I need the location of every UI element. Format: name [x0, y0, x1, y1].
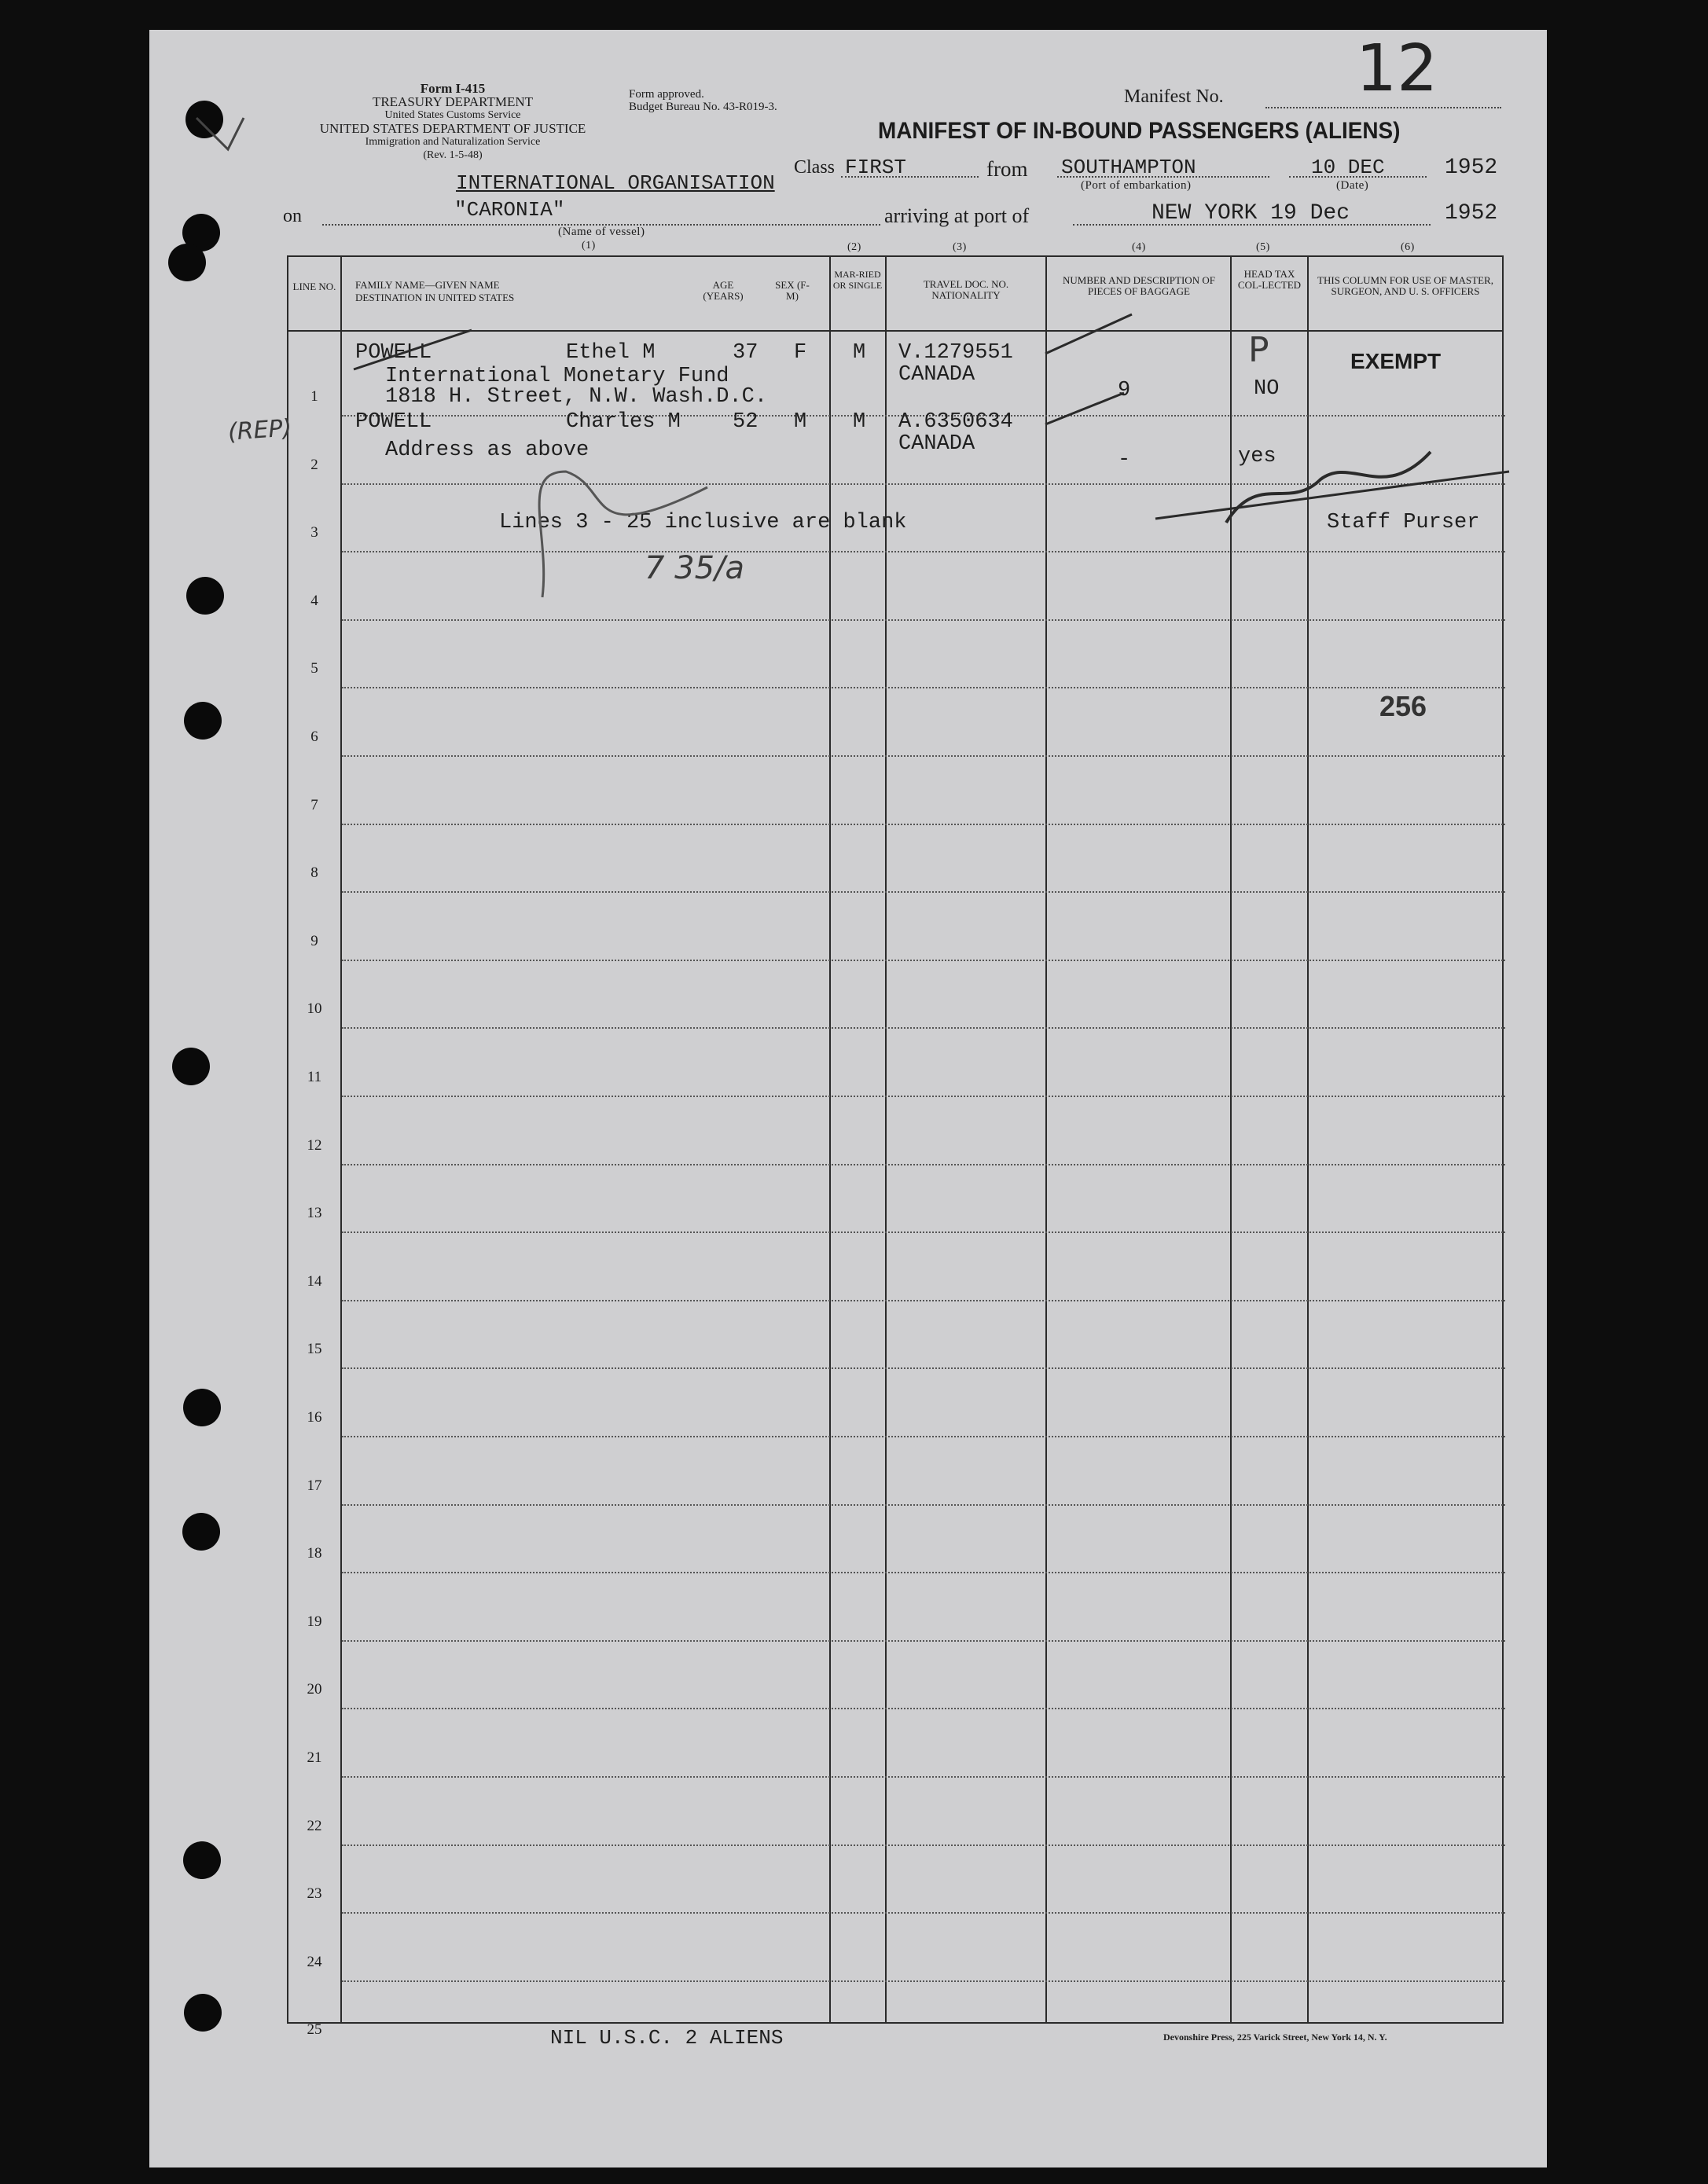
- footer-summary: NIL U.S.C. 2 ALIENS: [550, 2026, 784, 2050]
- staff-purser-label: Staff Purser: [1327, 511, 1480, 534]
- column-5-number: (5): [1256, 241, 1270, 253]
- row-number: 12: [307, 1136, 322, 1154]
- row-number: 22: [307, 1817, 322, 1834]
- row-number: 10: [307, 1000, 322, 1018]
- manifest-no-value: 12: [1356, 31, 1438, 106]
- passenger-1-destination-1: International Monetary Fund: [385, 365, 729, 388]
- port-of-embarkation: SOUTHAMPTON: [1061, 156, 1196, 179]
- row-number: 4: [310, 592, 318, 609]
- header-age: AGE (YEARS): [703, 279, 744, 302]
- column-3-number: (3): [953, 241, 967, 253]
- column-2-number: (2): [847, 241, 861, 253]
- class-value: FIRST: [845, 156, 907, 179]
- row-number: 8: [310, 864, 318, 882]
- row-number: 15: [307, 1341, 322, 1358]
- row-number: 3: [310, 524, 318, 541]
- on-label: on: [283, 206, 302, 226]
- header-married: MAR-RIED OR SINGLE: [832, 269, 883, 291]
- row-number: 6: [310, 729, 318, 745]
- passenger-2-married: M: [853, 410, 866, 434]
- form-number: Form I-415: [420, 81, 486, 96]
- passenger-1-baggage: 9: [1118, 379, 1131, 402]
- passenger-2-sex: M: [794, 410, 807, 434]
- row-number: 13: [307, 1205, 322, 1222]
- class-label: Class: [794, 157, 836, 178]
- year-2: 1952: [1445, 201, 1498, 226]
- date-caption: (Date): [1336, 179, 1369, 192]
- printer-credit: Devonshire Press, 225 Varick Street, New York 14, N. Y.: [1163, 2032, 1387, 2043]
- row-number: 18: [307, 1545, 322, 1562]
- row-number: 7: [310, 796, 318, 813]
- header-family-name: FAMILY NAME—GIVEN NAME: [355, 279, 500, 291]
- embark-date: 10 DEC: [1311, 156, 1385, 179]
- passenger-1-age: 37: [733, 341, 758, 365]
- header-head-tax: HEAD TAX COL-LECTED: [1237, 268, 1302, 291]
- passenger-1-given: Ethel M: [566, 341, 656, 365]
- stamp-number: 256: [1379, 690, 1427, 722]
- vessel-caption: (Name of vessel): [558, 226, 645, 238]
- passenger-2-nationality: CANADA: [898, 432, 975, 456]
- approval-label: Form approved.: [629, 88, 704, 101]
- customs-label: United States Customs Service: [384, 109, 521, 121]
- justice-label: UNITED STATES DEPARTMENT OF JUSTICE: [319, 121, 586, 136]
- from-label: from: [986, 157, 1028, 181]
- row-number: 20: [307, 1681, 322, 1698]
- passenger-2-given: Charles M: [566, 410, 681, 434]
- row-number: 9: [310, 932, 318, 949]
- manifest-no-label: Manifest No.: [1124, 86, 1224, 107]
- passenger-1-nationality: CANADA: [898, 363, 975, 387]
- passenger-1-officer-note: EXEMPT: [1350, 349, 1442, 373]
- arrival-port-date: NEW YORK 19 Dec: [1152, 201, 1350, 226]
- row-number: 23: [307, 1885, 322, 1903]
- immigration-label: Immigration and Naturalization Service: [365, 136, 541, 148]
- row-number: 17: [307, 1477, 322, 1494]
- passenger-2-family: POWELL: [355, 410, 432, 434]
- passenger-2-destination: Address as above: [385, 439, 590, 462]
- header-sex: SEX (F-M): [775, 279, 810, 302]
- row-number: 11: [307, 1069, 322, 1085]
- header-travel-doc: TRAVEL DOC. NO. NATIONALITY: [923, 278, 1009, 301]
- margin-note: (REP): [226, 414, 293, 446]
- row-number: 16: [307, 1409, 322, 1426]
- passenger-1-married: M: [853, 341, 866, 365]
- budget-label: Budget Bureau No. 43-R019-3.: [629, 101, 777, 113]
- passenger-2-age: 52: [733, 410, 758, 434]
- passenger-1-sex: F: [794, 341, 807, 365]
- column-6-number: (6): [1401, 241, 1415, 253]
- passenger-1-tax: NO: [1254, 377, 1280, 401]
- passenger-1-family: POWELL: [355, 341, 432, 365]
- row-number: 14: [307, 1272, 322, 1290]
- row-number: 25: [307, 2021, 322, 2039]
- blank-lines-note: Lines 3 - 25 inclusive are blank: [499, 511, 907, 534]
- header-officers-use: THIS COLUMN FOR USE OF MASTER, SURGEON, AND U. S. OFFICERS: [1317, 274, 1493, 297]
- row-number: 5: [310, 660, 318, 677]
- passenger-1-destination-2: 1818 H. Street, N.W. Wash.D.C.: [385, 385, 768, 409]
- organisation-stamp: INTERNATIONAL ORGANISATION: [456, 171, 775, 195]
- column-4-number: (4): [1132, 241, 1146, 253]
- row-number: 21: [307, 1749, 322, 1766]
- column-1-number: (1): [582, 240, 596, 251]
- year-1: 1952: [1445, 156, 1498, 180]
- row-number: 24: [307, 1953, 322, 1970]
- row-number: 1: [310, 388, 318, 405]
- row-number: 19: [307, 1613, 322, 1630]
- passenger-2-doc: A.6350634: [898, 410, 1013, 434]
- manifest-title: MANIFEST OF IN-BOUND PASSENGERS (ALIENS): [878, 118, 1401, 144]
- header-line-no: LINE NO.: [292, 281, 336, 292]
- header-baggage: NUMBER AND DESCRIPTION OF PIECES OF BAGGAGE: [1063, 274, 1215, 297]
- vessel-name: "CARONIA": [454, 198, 565, 222]
- arriving-label: arriving at port of: [884, 204, 1030, 227]
- treasury-label: TREASURY DEPARTMENT: [372, 94, 534, 109]
- passenger-1-tax-mark: P: [1248, 330, 1269, 370]
- passenger-2-baggage: -: [1118, 448, 1131, 472]
- header-destination: DESTINATION IN UNITED STATES: [355, 292, 515, 303]
- passenger-2-tax: yes: [1238, 445, 1276, 468]
- revision-label: (Rev. 1-5-48): [423, 149, 483, 161]
- passenger-1-doc: V.1279551: [898, 341, 1013, 365]
- row-number: 2: [310, 456, 318, 473]
- port-caption: (Port of embarkation): [1081, 179, 1192, 192]
- handwritten-fraction: 7 35/a: [645, 550, 745, 586]
